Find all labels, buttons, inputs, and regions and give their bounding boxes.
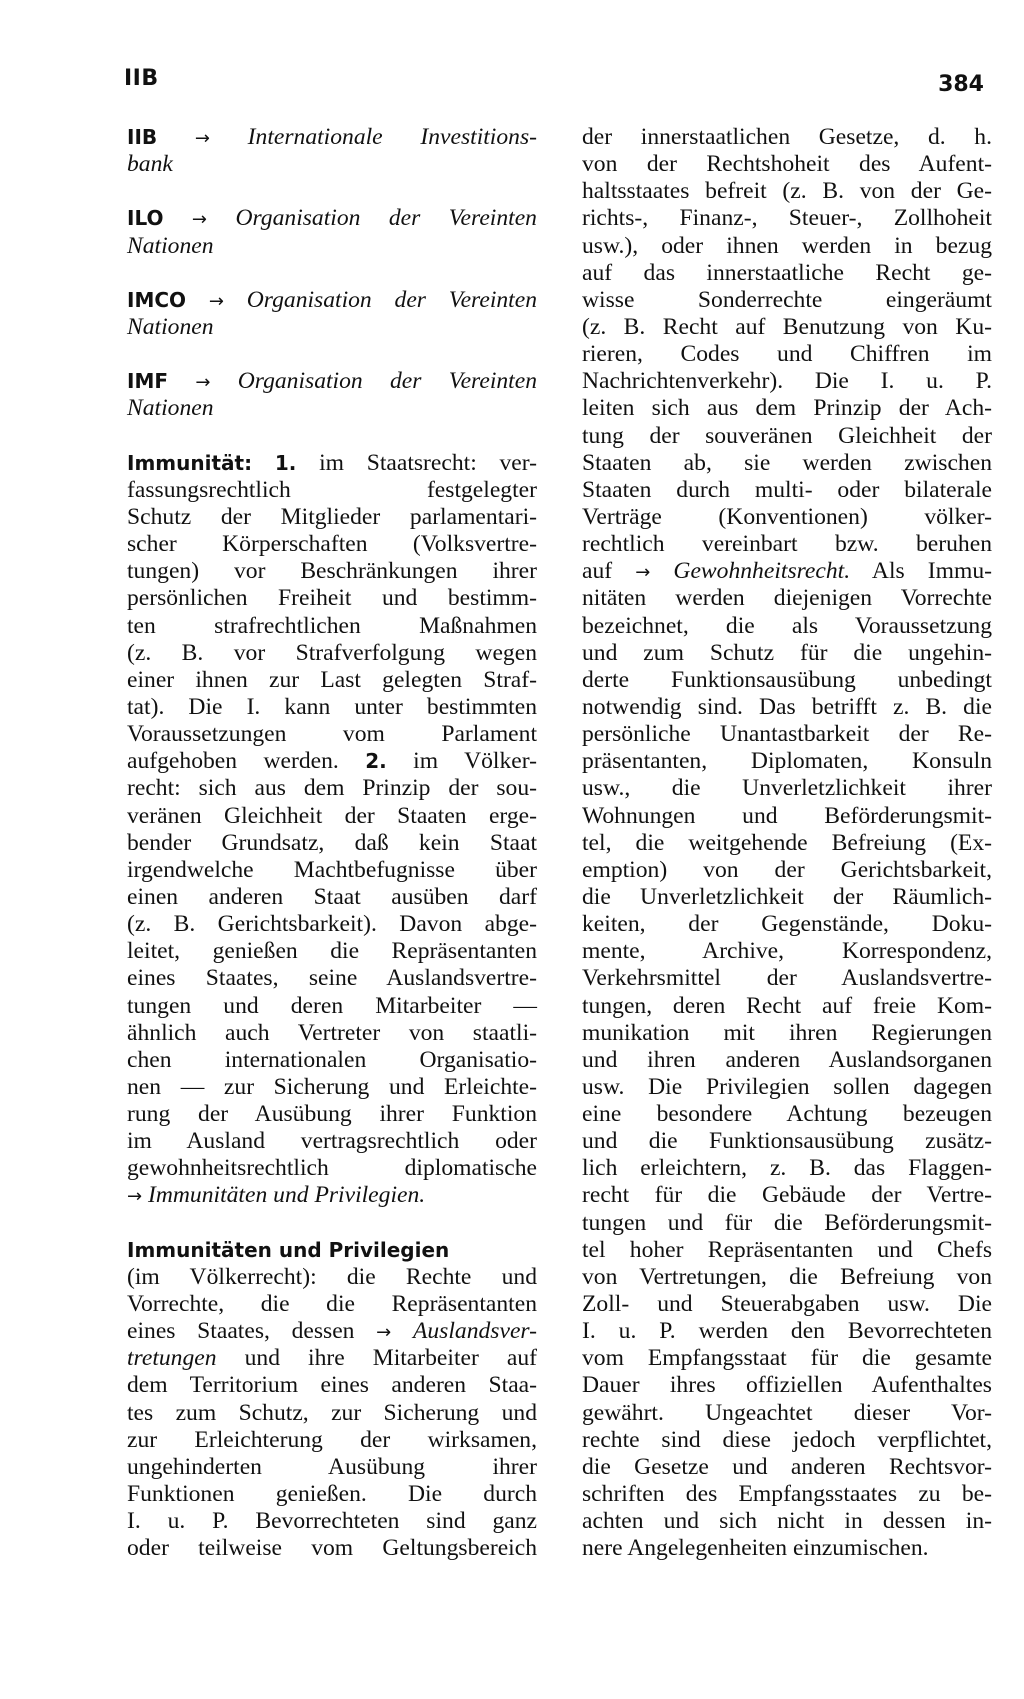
headword-immunitaet: Immunität: xyxy=(127,450,253,475)
text-line: persönlichen Freiheit und bestimm- xyxy=(127,585,537,612)
text-line: tungen) vor Beschränkungen ihrer xyxy=(127,558,537,585)
text-line: von Vertretungen, die Befreiung von xyxy=(582,1263,992,1290)
cross-reference[interactable]: Internationale Investitions- xyxy=(247,124,537,150)
text-line: nen — zur Sicherung und Erleichte- xyxy=(127,1073,537,1100)
text-line: Dauer ihres offiziellen Aufenthaltes xyxy=(582,1372,992,1399)
page-number: 384 xyxy=(938,72,984,97)
text-line: präsentanten, Diplomaten, Konsuln xyxy=(582,748,992,775)
text-line: munikation mit ihren Regierungen xyxy=(582,1019,992,1046)
text-line: keiten, der Gegenstände, Doku- xyxy=(582,911,992,938)
text-line: und ihren anderen Auslandsorganen xyxy=(582,1046,992,1073)
entry-imco xyxy=(127,287,537,341)
text-line: Nachrichtenverkehr). Die I. u. P. xyxy=(582,368,992,395)
text-line: schriften des Empfangsstaates zu be- xyxy=(582,1481,992,1508)
text-line: wisse Sonderrechte eingeräumt xyxy=(582,286,992,313)
cross-reference-cont[interactable]: Nationen xyxy=(127,395,214,422)
entry-text: im Völker- xyxy=(413,748,537,775)
continued-text-b xyxy=(582,585,992,1562)
text-line: eines Staates, seine Auslandsvertre- xyxy=(127,965,537,992)
entry-text: (im Völkerrecht): die Rechte und xyxy=(127,1263,537,1290)
text-line: tel hoher Repräsentanten und Chefs xyxy=(582,1236,992,1263)
text-line: I. u. P. werden den Bevorrechteten xyxy=(582,1318,992,1345)
cross-reference[interactable]: Organisation der Vereinten xyxy=(246,286,537,313)
text-line: tungen und für die Beförderungsmit- xyxy=(582,1209,992,1236)
text-line: Zoll- und Steuerabgaben usw. Die xyxy=(582,1291,992,1318)
text-line: Voraussetzungen vom Parlament xyxy=(127,721,537,748)
arrow-icon: → xyxy=(635,562,651,584)
text-line: gewährt. Ungeachtet dieser Vor- xyxy=(582,1399,992,1426)
text-line: (z. B. Gerichtsbarkeit). Davon abge- xyxy=(127,911,537,938)
cross-reference[interactable]: Organisation der Vereinten xyxy=(237,368,537,395)
entry-immunitaeten xyxy=(127,1237,537,1563)
entry-ilo xyxy=(127,205,537,259)
arrow-icon: → xyxy=(194,128,210,149)
entry-text: eines Staates, dessen xyxy=(127,1318,355,1345)
entry-text: im Staatsrecht: ver- xyxy=(319,449,537,476)
text-line: und zum Schutz für die ungehin- xyxy=(582,639,992,666)
text-line: Verkehrsmittel der Auslandsvertre- xyxy=(582,965,992,992)
arrow-icon: → xyxy=(127,1186,143,1208)
entry-text: und ihre Mitarbeiter auf xyxy=(244,1345,537,1372)
text-line: die Unverletzlichkeit der Räumlich- xyxy=(582,883,992,910)
headword-ilo: ILO xyxy=(127,206,164,231)
text-line: scher Körperschaften (Volksvertre- xyxy=(127,531,537,558)
headword-imf: IMF xyxy=(127,369,169,394)
entry-text: Als Immu- xyxy=(871,558,992,585)
cross-reference-cont[interactable]: bank xyxy=(127,151,173,178)
cross-reference[interactable]: Auslandsver- xyxy=(412,1318,537,1345)
arrow-icon: → xyxy=(376,1322,392,1344)
text-line: zur Erleichterung der wirksamen, xyxy=(127,1426,537,1453)
cross-reference-cont[interactable]: Nationen xyxy=(127,232,214,259)
entry-gap xyxy=(127,341,537,368)
left-column xyxy=(127,124,537,1562)
text-line: leiten sich aus dem Prinzip der Ach- xyxy=(582,395,992,422)
text-line: Staaten durch multi- oder bilaterale xyxy=(582,476,992,503)
arrow-icon: → xyxy=(195,372,211,394)
text-line: gewohnheitsrechtlich diplomatische xyxy=(127,1155,537,1182)
text-line: Schutz der Mitglieder parlamentari- xyxy=(127,503,537,530)
text-line: I. u. P. Bevorrechteten sind ganz xyxy=(127,1508,537,1535)
entry-gap xyxy=(127,423,537,450)
text-line: ungehinderten Ausübung ihrer xyxy=(127,1453,537,1480)
text-line: auf das innerstaatliche Recht ge- xyxy=(582,259,992,286)
headword-iib: IIB xyxy=(127,125,158,149)
text-line: persönliche Unantastbarkeit der Re- xyxy=(582,721,992,748)
entry-gap xyxy=(127,178,537,205)
sense-number: 1. xyxy=(274,450,297,475)
entry-text: Vorrechte, die die Repräsentanten xyxy=(127,1291,537,1318)
arrow-icon: → xyxy=(191,209,208,231)
text-line: emption) von der Gerichtsbarkeit, xyxy=(582,856,992,883)
text-line: Staaten ab, sie werden zwischen xyxy=(582,449,992,476)
text-line: derte Funktionsausübung unbedingt xyxy=(582,666,992,693)
continued-text-a xyxy=(582,124,992,558)
running-head: IIB xyxy=(124,66,159,91)
text-line: von der Rechtshoheit des Aufent- xyxy=(582,151,992,178)
text-line: tes zum Schutz, zur Sicherung und xyxy=(127,1399,537,1426)
text-line: leitet, genießen die Repräsentanten xyxy=(127,938,537,965)
text-line: tungen, deren Recht auf freie Kom- xyxy=(582,992,992,1019)
text-line: Verträge (Konventionen) völker- xyxy=(582,503,992,530)
entry-imf xyxy=(127,368,537,422)
cross-reference-cont[interactable]: tretungen xyxy=(127,1345,217,1372)
entry-iib xyxy=(127,124,537,178)
text-line: usw.), oder ihnen werden in bezug xyxy=(582,232,992,259)
entry-text: auf xyxy=(582,558,613,585)
text-line: recht für die Gebäude der Vertre- xyxy=(582,1182,992,1209)
text-line: veränen Gleichheit der Staaten erge- xyxy=(127,802,537,829)
headword-immunitaeten: Immunitäten und Privilegien xyxy=(127,1237,450,1262)
text-line: (z. B. vor Strafverfolgung wegen xyxy=(127,639,537,666)
text-line: bender Grundsatz, daß kein Staat xyxy=(127,829,537,856)
text-line: ten strafrechtlichen Maßnahmen xyxy=(127,612,537,639)
text-line: Funktionen genießen. Die durch xyxy=(127,1481,537,1508)
entry-body xyxy=(127,1372,537,1562)
text-line: vom Empfangsstaat für die gesamte xyxy=(582,1345,992,1372)
text-line: lich erleichtern, z. B. das Flaggen- xyxy=(582,1155,992,1182)
text-line: chen internationalen Organisatio- xyxy=(127,1046,537,1073)
arrow-icon: → xyxy=(208,290,224,312)
text-line: notwendig sind. Das betrifft z. B. die xyxy=(582,693,992,720)
text-line: rung der Ausübung ihrer Funktion xyxy=(127,1101,537,1128)
text-line: einer ihnen zur Last gelegten Straf- xyxy=(127,666,537,693)
text-line: eine besondere Achtung bezeugen xyxy=(582,1101,992,1128)
text-line: einen anderen Staat ausüben darf xyxy=(127,883,537,910)
text-line: nere Angelegenheiten einzumischen. xyxy=(582,1535,929,1562)
text-line: tat). Die I. kann unter bestimmten xyxy=(127,693,537,720)
cross-reference[interactable]: Organisation der Vereinten xyxy=(235,205,537,232)
cross-reference[interactable]: Immunitäten und Privilegien. xyxy=(148,1182,426,1209)
text-line: irgendwelche Machtbefugnisse über xyxy=(127,856,537,883)
text-line: tel, die weitgehende Befreiung (Ex- xyxy=(582,829,992,856)
text-line: oder teilweise vom Geltungsbereich xyxy=(127,1535,537,1562)
text-line: usw. Die Privilegien sollen dagegen xyxy=(582,1073,992,1100)
text-line: fassungsrechtlich festgelegter xyxy=(127,476,537,503)
right-column xyxy=(582,124,992,1562)
text-line: bezeichnet, die als Voraussetzung xyxy=(582,612,992,639)
text-line: rechtlich vereinbart bzw. beruhen xyxy=(582,531,992,558)
entry-gap xyxy=(127,1210,537,1237)
entry-text: aufgehoben werden. xyxy=(127,748,339,775)
text-line: und die Funktionsausübung zusätz- xyxy=(582,1128,992,1155)
text-line: nitäten werden diejenigen Vorrechte xyxy=(582,585,992,612)
entry-body-b xyxy=(127,775,537,1182)
headword-imco: IMCO xyxy=(127,287,187,312)
text-line: achten und sich nicht in dessen in- xyxy=(582,1508,992,1535)
text-line: usw., die Unverletzlichkeit ihrer xyxy=(582,775,992,802)
entry-immunitaet xyxy=(127,450,537,1210)
entry-body-a xyxy=(127,477,537,748)
text-line: die Gesetze und anderen Rechtsvor- xyxy=(582,1453,992,1480)
text-line: (z. B. Recht auf Benutzung von Ku- xyxy=(582,313,992,340)
text-line: tung der souveränen Gleichheit der xyxy=(582,422,992,449)
text-line: rieren, Codes und Chiffren im xyxy=(582,341,992,368)
text-line: der innerstaatlichen Gesetze, d. h. xyxy=(582,124,992,150)
text-line: haltsstaates befreit (z. B. von der Ge- xyxy=(582,178,992,205)
text-line: mente, Archive, Korrespondenz, xyxy=(582,938,992,965)
cross-reference-cont[interactable]: Nationen xyxy=(127,313,214,340)
cross-reference[interactable]: Gewohnheitsrecht. xyxy=(673,558,851,585)
text-line: richts-, Finanz-, Steuer-, Zollhoheit xyxy=(582,205,992,232)
text-line: im Ausland vertragsrechtlich oder xyxy=(127,1128,537,1155)
text-line: recht: sich aus dem Prinzip der sou- xyxy=(127,775,537,802)
text-line: Wohnungen und Beförderungsmit- xyxy=(582,802,992,829)
sense-number: 2. xyxy=(365,749,387,774)
text-line: tungen und deren Mitarbeiter — xyxy=(127,992,537,1019)
text-line: dem Territorium eines anderen Staa- xyxy=(127,1372,537,1399)
text-line: ähnlich auch Vertreter von staatli- xyxy=(127,1019,537,1046)
entry-gap xyxy=(127,260,537,287)
text-line: rechte sind diese jedoch verpflichtet, xyxy=(582,1426,992,1453)
